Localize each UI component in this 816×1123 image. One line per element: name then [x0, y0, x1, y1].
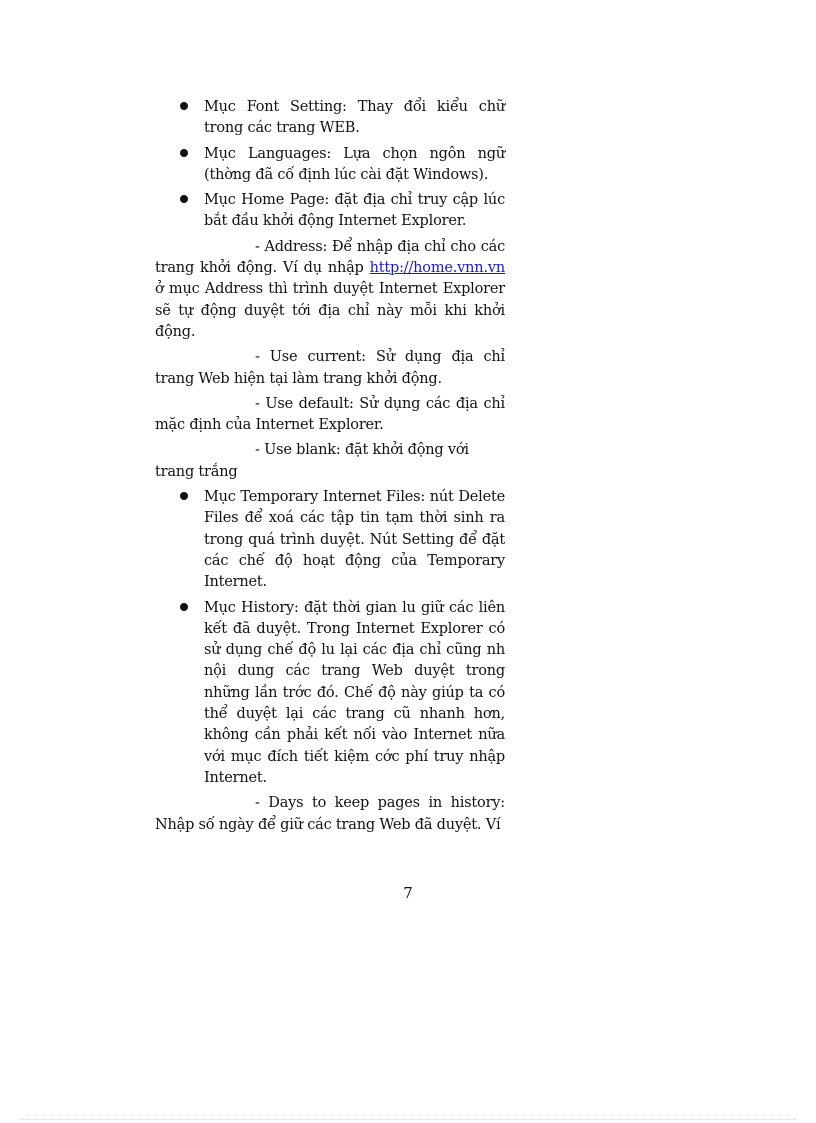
paragraph-use-default [155, 394, 505, 437]
paragraph-use-blank [155, 440, 505, 483]
paragraph-text: - Days to keep pages in history: Nhập số ngày để giữ các trang Web đã duyệt. Ví [155, 795, 505, 833]
paragraph-text: - Use blank: đặt khởi động với trang trắng [155, 442, 469, 480]
paragraph-text: ở mục Address thì trình duyệt Internet Explorer sẽ tự động duyệt tới địa chỉ này mỗi khi khởi động. [155, 281, 505, 340]
home-vnn-link[interactable]: http://home.vnn.vn [369, 260, 505, 277]
page-body [155, 97, 505, 840]
paragraph-text: - Address: Để nhập địa chỉ cho các trang khởi động. Ví dụ nhập [155, 238, 505, 277]
bullet-icon [180, 102, 188, 110]
paragraph-days-to-keep [155, 793, 505, 836]
paragraph-address [155, 237, 505, 343]
bullet-text: Mục Home Page: đặt địa chỉ truy cập lúc bắt đầu khởi động Internet Explorer. [204, 192, 505, 230]
bullet-history [155, 598, 505, 790]
bullet-temporary-internet-files [155, 487, 505, 593]
bullet-text: Mục Temporary Internet Files: nút Delete Files để xoá các tập tin tạm thời sinh ra trong quá trình duyệt. Nút Setting để đặt các chế độ hoạt động của Temporary Internet. [204, 489, 505, 591]
paragraph-text: - Use default: Sử dụng các địa chỉ mặc định của Internet Explorer. [155, 395, 505, 434]
bullet-icon [180, 149, 188, 157]
paragraph-text: - Use current: Sử dụng địa chỉ trang Web hiện tại làm trang khởi động. [155, 349, 505, 387]
bullet-text: Mục Languages: Lựa chọn ngôn ngữ (thờng đã cố định lúc cài đặt Windows). [204, 145, 505, 183]
paragraph-use-current [155, 347, 505, 390]
bullet-home-page [155, 190, 505, 233]
bullet-text: Mục History: đặt thời gian lu giữ các liên kết đã duyệt. Trong Internet Explorer có sử dụng chế độ lu lại các địa chỉ cũng nh nội dung các trang Web duyệt trong những lần trớc đó. Chế độ này giúp ta có thể duyệt lại các trang cũ nhanh hơn, không cần phải kết nối vào Internet nữa với mục đích tiết kiệm cớc phí truy nhập Internet. [204, 599, 505, 786]
bullet-font-setting [155, 97, 505, 140]
page-bottom-divider [20, 1119, 796, 1120]
bullet-icon [180, 492, 188, 500]
bullet-text: Mục Font Setting: Thay đổi kiểu chữ trong các trang WEB. [204, 99, 505, 137]
bullet-icon [180, 195, 188, 203]
bullet-icon [180, 603, 188, 611]
page-number: 7 [403, 884, 413, 902]
bullet-languages [155, 144, 505, 187]
